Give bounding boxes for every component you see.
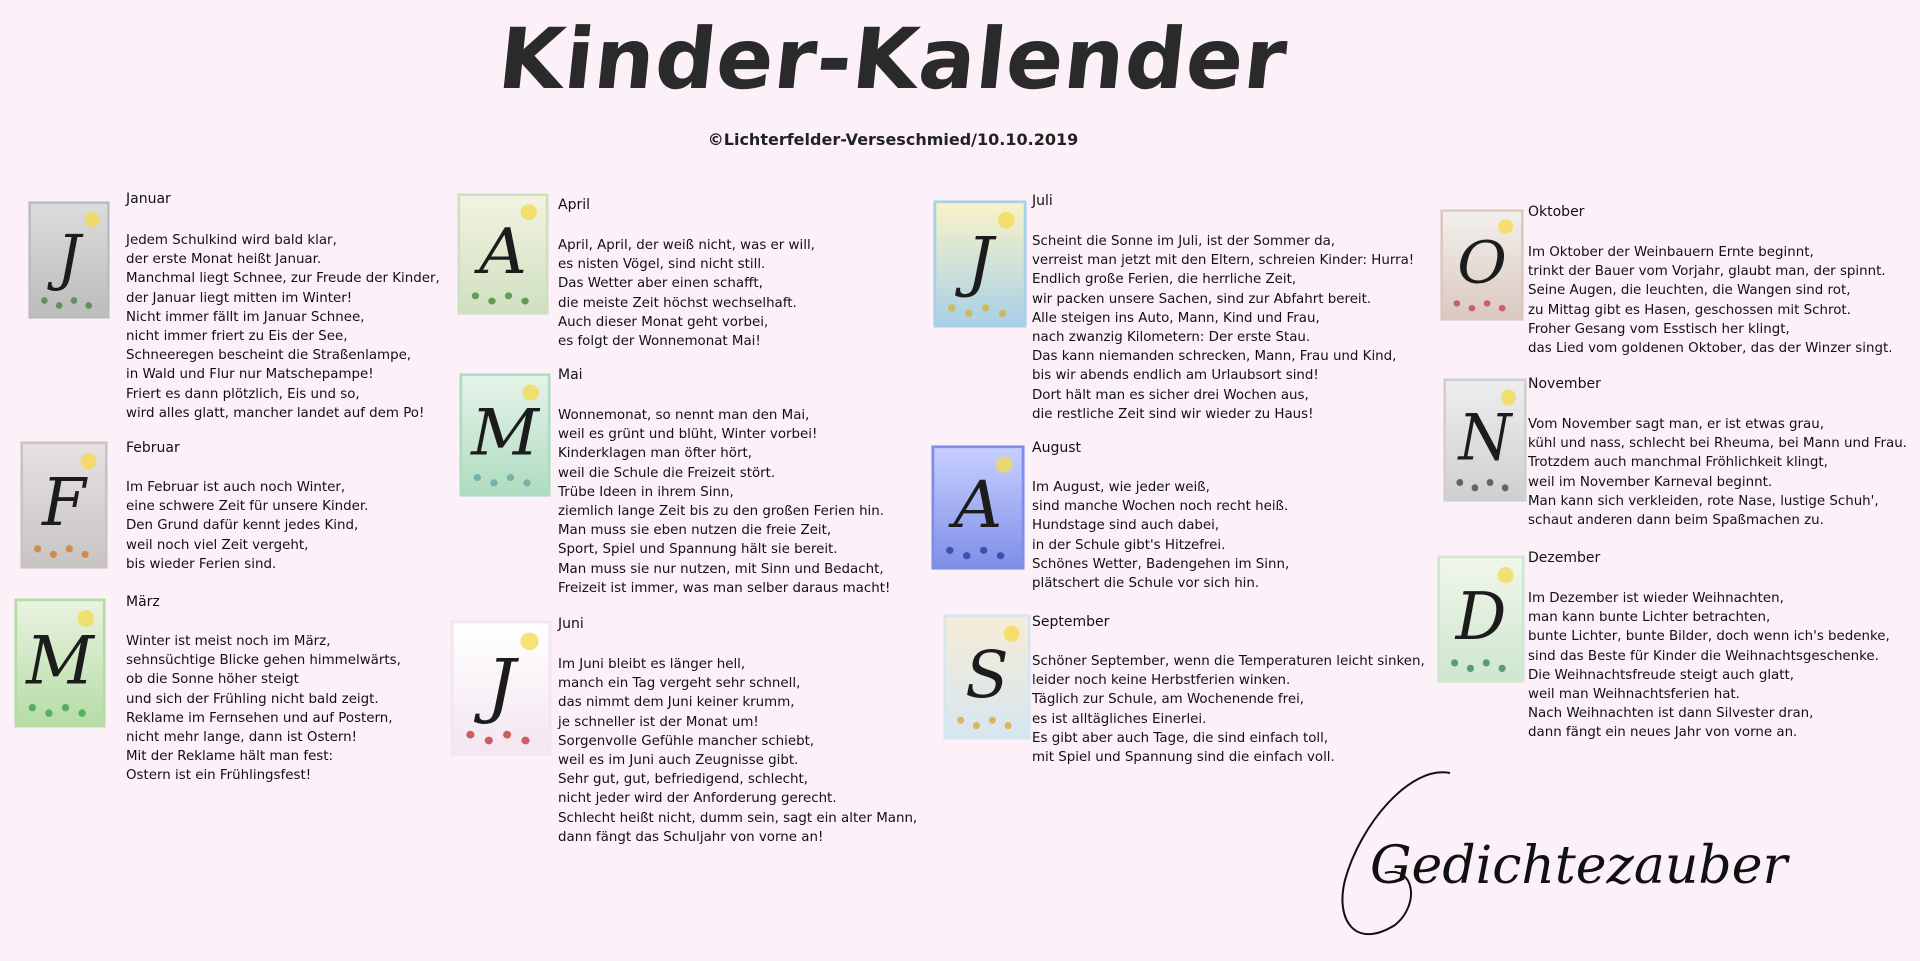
poem-line: dann fängt das Schuljahr von vorne an! — [558, 829, 824, 845]
copyright-line: ©Lichterfelder-Verseschmied/10.10.2019 — [707, 130, 1079, 149]
decoration-icon — [45, 709, 52, 716]
poem-line: weil im November Karneval beginnt. — [1528, 474, 1773, 490]
poem-line: Nicht immer fällt im Januar Schnee, — [126, 309, 365, 325]
decoration-icon — [85, 302, 92, 309]
decoration-icon — [29, 704, 36, 711]
poem-line: Auch dieser Monat geht vorbei, — [558, 314, 769, 330]
poem-line: Die Weihnachtsfreude steigt auch glatt, — [1528, 667, 1795, 683]
poem-line: kühl und nass, schlecht bei Rheuma, bei Mann und Frau. — [1528, 436, 1907, 452]
poem-line: April, April, der weiß nicht, was er will, — [558, 238, 815, 253]
decoration-icon — [521, 737, 529, 745]
decoration-icon — [999, 310, 1007, 317]
decoration-icon — [505, 292, 512, 299]
tile-initial: N — [1458, 399, 1512, 475]
decoration-icon — [973, 722, 980, 729]
tile-initial: J — [57, 222, 81, 294]
month-poem — [558, 406, 890, 598]
poem-line: weil die Schule die Freizeit stört. — [558, 465, 776, 481]
month-name: Dezember — [1528, 550, 1601, 566]
month-tile-1 — [28, 201, 110, 319]
poem-line: Reklame im Fernsehen und auf Postern, — [126, 710, 393, 726]
poem-line: sind das Beste für Kinder die Weihnachtsgeschenke. — [1528, 648, 1879, 664]
month-tile-art — [20, 441, 108, 569]
decoration-icon — [503, 731, 511, 739]
decoration-icon — [1469, 305, 1476, 311]
month-tile-art — [1437, 555, 1525, 683]
poem-line: es nisten Vögel, sind nicht still. — [558, 257, 766, 273]
poem-line: Es gibt aber auch Tage, die sind einfach toll, — [1032, 730, 1329, 746]
poem-line: trinkt der Bauer vom Vorjahr, glaubt man, der spinnt. — [1528, 264, 1886, 280]
poem-line: Das kann niemanden schrecken, Mann, Frau und Kind, — [1032, 349, 1397, 365]
poem-line: Manchmal liegt Schnee, zur Freude der Kinder, — [126, 271, 440, 287]
decoration-icon — [521, 298, 528, 305]
decoration-icon — [56, 302, 63, 309]
tile-initial: J — [486, 644, 516, 726]
month-poem — [558, 655, 917, 847]
month-tile-5 — [459, 373, 551, 497]
month-name: Juni — [558, 616, 584, 632]
month-tile-2 — [20, 441, 108, 569]
month-tile-11 — [1443, 378, 1527, 502]
poem-line: Sehr gut, gut, befriedigend, schlecht, — [558, 772, 809, 788]
tile-initial: F — [42, 464, 86, 542]
poem-line: Friert es dann plötzlich, Eis und so, — [126, 386, 360, 402]
poem-line: Alle steigen ins Auto, Mann, Kind und Frau, — [1032, 310, 1320, 326]
poem-line: weil es grünt und blüht, Winter vorbei! — [558, 427, 818, 443]
poem-line: die restliche Zeit sind wir wieder zu Haus! — [1032, 406, 1314, 422]
poem-line: bis wieder Ferien sind. — [126, 556, 277, 572]
month-poem — [126, 478, 368, 574]
poem-line: manch ein Tag vergeht sehr schnell, — [558, 676, 801, 692]
month-name: September — [1032, 614, 1110, 630]
decoration-icon — [78, 709, 85, 716]
month-poem — [1528, 415, 1907, 530]
tile-initial: O — [1457, 228, 1507, 297]
poem-line: Das Wetter aber einen schafft, — [558, 276, 763, 292]
poem-line: Nach Weihnachten ist dann Silvester dran, — [1528, 706, 1814, 722]
month-poem — [1528, 243, 1892, 358]
poem-line: Endlich große Ferien, die herrliche Zeit, — [1032, 272, 1297, 288]
tile-initial: A — [479, 215, 527, 289]
poem-line: weil es im Juni auch Zeugnisse gibt. — [558, 753, 799, 769]
month-tile-art — [943, 614, 1031, 740]
month-tile-art — [14, 598, 106, 728]
poem-line: sind manche Wochen noch recht heiß. — [1032, 499, 1289, 515]
poem-line: zu Mittag gibt es Hasen, geschossen mit Schrot. — [1528, 302, 1851, 318]
month-tile-12 — [1437, 555, 1525, 683]
month-tile-7 — [933, 200, 1027, 328]
poem-line: nicht mehr lange, dann ist Ostern! — [126, 730, 358, 746]
decoration-icon — [1502, 484, 1509, 491]
decoration-icon — [997, 552, 1005, 559]
poem-line: schaut anderen dann beim Spaßmachen zu. — [1528, 513, 1824, 529]
decoration-icon — [1456, 479, 1463, 486]
month-poem — [1528, 589, 1890, 743]
poem-line: weil noch viel Zeit vergeht, — [126, 537, 309, 553]
decoration-icon — [62, 704, 69, 711]
poem-line: plätschert die Schule vor sich hin. — [1032, 576, 1260, 592]
month-tile-6 — [450, 620, 552, 756]
poem-line: der erste Monat heißt Januar. — [126, 252, 322, 268]
month-tile-art — [457, 193, 549, 315]
poem-line: Den Grund dafür kennt jedes Kind, — [126, 518, 359, 534]
poem-line: Im Oktober der Weinbauern Ernte beginnt, — [1528, 245, 1814, 260]
month-tile-art — [459, 373, 551, 497]
signature-drawing — [1300, 755, 1788, 955]
poem-line: Scheint die Sonne im Juli, ist der Sommer da, — [1032, 234, 1336, 249]
decoration-icon — [965, 310, 973, 317]
sun-icon — [85, 212, 100, 227]
month-tile-art — [1443, 378, 1527, 502]
poem-line: Seine Augen, die leuchten, die Wangen sind rot, — [1528, 283, 1851, 299]
month-name: Oktober — [1528, 204, 1585, 220]
poem-line: es folgt der Wonnemonat Mai! — [558, 334, 761, 350]
tile-initial: D — [1455, 578, 1507, 656]
poem-line: ob die Sonne höher steigt — [126, 672, 299, 688]
poem-line: in Wald und Flur nur Matschepampe! — [126, 367, 374, 383]
decoration-icon — [1467, 665, 1474, 672]
poem-line: leider noch keine Herbstferien winken. — [1032, 673, 1291, 689]
month-tile-art — [1440, 209, 1524, 321]
decoration-icon — [523, 479, 530, 486]
poem-line: dann fängt ein neues Jahr von vorne an. — [1528, 725, 1798, 741]
tile-initial: J — [966, 222, 994, 300]
poem-line: Im August, wie jeder weiß, — [1032, 480, 1210, 495]
decoration-icon — [1487, 479, 1494, 486]
decoration-icon — [1451, 659, 1458, 666]
decoration-icon — [50, 551, 57, 558]
month-tile-art — [931, 445, 1025, 570]
decoration-icon — [957, 717, 964, 724]
tile-initial: M — [471, 396, 539, 471]
poem-line: Trotzdem auch manchmal Fröhlichkeit klingt, — [1528, 455, 1828, 471]
month-tile-4 — [457, 193, 549, 315]
decoration-icon — [66, 545, 73, 552]
month-name: Mai — [558, 367, 583, 383]
poem-line: Man muss sie eben nutzen die freie Zeit, — [558, 523, 832, 539]
poem-line: verreist man jetzt mit den Eltern, schreien Kinder: Hurra! — [1032, 253, 1415, 269]
decoration-icon — [980, 547, 988, 554]
poem-line: eine schwere Zeit für unsere Kinder. — [126, 499, 369, 515]
poem-line: Winter ist meist noch im März, — [126, 634, 331, 649]
decoration-icon — [466, 731, 474, 739]
poem-line: Jedem Schulkind wird bald klar, — [126, 233, 337, 248]
decoration-icon — [41, 297, 48, 304]
poem-line: bis wir abends endlich am Urlaubsort sind! — [1032, 368, 1319, 384]
poem-line: nach zwanzig Kilometern: Der erste Stau. — [1032, 330, 1311, 346]
sun-icon — [520, 633, 538, 650]
month-poem — [558, 236, 815, 351]
poem-line: der Januar liegt mitten im Winter! — [126, 290, 353, 306]
poem-line: und sich der Frühling nicht bald zeigt. — [126, 691, 379, 707]
poem-line: Täglich zur Schule, am Wochenende frei, — [1032, 692, 1305, 708]
decoration-icon — [1499, 305, 1506, 311]
poem-line: Trübe Ideen in ihrem Sinn, — [558, 484, 734, 500]
decoration-icon — [507, 474, 514, 481]
month-tile-art — [450, 620, 552, 756]
poem-line: Schöner September, wenn die Temperaturen leicht sinken, — [1032, 654, 1425, 669]
poem-line: Hundstage sind auch dabei, — [1032, 518, 1220, 534]
month-tile-9 — [943, 614, 1031, 740]
poem-line: das Lied vom goldenen Oktober, das der Winzer singt. — [1528, 341, 1893, 357]
month-name: Januar — [126, 191, 171, 207]
decoration-icon — [82, 551, 89, 558]
poem-line: sehnsüchtige Blicke gehen himmelwärts, — [126, 653, 401, 669]
month-poem — [1032, 232, 1414, 424]
decoration-icon — [34, 545, 41, 552]
decoration-icon — [989, 717, 996, 724]
poem-line: wir packen unsere Sachen, sind zur Abfahrt bereit. — [1032, 291, 1372, 307]
decoration-icon — [474, 474, 481, 481]
month-poem — [126, 632, 401, 786]
month-name: Februar — [126, 440, 180, 456]
decoration-icon — [485, 737, 493, 745]
poem-line: nicht jeder wird der Anforderung gerecht. — [558, 791, 837, 807]
month-poem — [126, 231, 440, 423]
poem-line: Vom November sagt man, er ist etwas grau, — [1528, 417, 1825, 432]
poem-line: Man kann sich verkleiden, rote Nase, lustige Schuh', — [1528, 493, 1879, 509]
month-name: November — [1528, 376, 1601, 392]
poem-line: wird alles glatt, mancher landet auf dem Po! — [126, 405, 425, 421]
decoration-icon — [488, 298, 495, 305]
decoration-icon — [490, 479, 497, 486]
sun-icon — [998, 212, 1015, 228]
poem-line: ziemlich lange Zeit bis zu den großen Ferien hin. — [558, 504, 885, 520]
month-tile-art — [933, 200, 1027, 328]
tile-initial: A — [953, 467, 1003, 543]
signature-mark — [1300, 755, 1788, 955]
decoration-icon — [963, 552, 971, 559]
page-title: Kinder-Kalender — [493, 10, 1293, 108]
poem-line: Freizeit ist immer, was man selber daraus macht! — [558, 580, 891, 596]
poem-line: Kinderklagen man öfter hört, — [558, 446, 753, 462]
month-name: April — [558, 197, 590, 213]
month-name: März — [126, 594, 160, 610]
month-tile-8 — [931, 445, 1025, 570]
poem-line: in der Schule gibt's Hitzefrei. — [1032, 537, 1226, 553]
poem-line: Froher Gesang vom Esstisch her klingt, — [1528, 321, 1790, 337]
poem-line: Ostern ist ein Frühlingsfest! — [126, 768, 312, 784]
signature-text: Gedichtezauber — [1370, 836, 1788, 896]
poem-line: Im Juni bleibt es länger hell, — [558, 657, 746, 672]
poem-line: nicht immer friert zu Eis der See, — [126, 329, 348, 345]
poem-line: Im Februar ist auch noch Winter, — [126, 480, 346, 495]
poem-line: je schneller ist der Monat um! — [558, 714, 759, 730]
poem-line: Im Dezember ist wieder Weihnachten, — [1528, 591, 1784, 606]
poem-line: das nimmt dem Juni keiner krumm, — [558, 695, 795, 711]
tile-initial: M — [26, 621, 94, 700]
poem-line: die meiste Zeit höchst wechselhaft. — [558, 295, 797, 311]
poem-line: man kann bunte Lichter betrachten, — [1528, 610, 1771, 626]
poem-line: mit Spiel und Spannung sind die einfach voll. — [1032, 750, 1335, 766]
poem-line: Schneeregen bescheint die Straßenlampe, — [126, 348, 412, 364]
decoration-icon — [948, 304, 956, 311]
month-poem — [1032, 478, 1289, 593]
decoration-icon — [71, 297, 78, 304]
poem-line: bunte Lichter, bunte Bilder, doch wenn ich's bedenke, — [1528, 629, 1890, 645]
poem-line: weil man Weihnachtsferien hat. — [1528, 687, 1740, 703]
poem-line: Schlecht heißt nicht, dumm sein, sagt ein alter Mann, — [558, 810, 918, 826]
decoration-icon — [946, 547, 954, 554]
decoration-icon — [1484, 300, 1491, 306]
month-tile-3 — [14, 598, 106, 728]
decoration-icon — [982, 304, 990, 311]
poem-line: Sport, Spiel und Spannung hält sie bereit. — [558, 542, 838, 558]
month-name: August — [1032, 440, 1081, 456]
decoration-icon — [1453, 300, 1460, 306]
month-poem — [1032, 652, 1425, 767]
decoration-icon — [1483, 659, 1490, 666]
month-tile-art — [28, 201, 110, 319]
decoration-icon — [472, 292, 479, 299]
poem-line: Schönes Wetter, Badengehen im Sinn, — [1032, 556, 1290, 572]
decoration-icon — [1472, 484, 1479, 491]
decoration-icon — [1005, 722, 1012, 729]
poem-line: Man muss sie nur nutzen, mit Sinn und Bedacht, — [558, 561, 884, 577]
month-tile-10 — [1440, 209, 1524, 321]
decoration-icon — [1499, 665, 1506, 672]
poem-line: es ist alltägliches Einerlei. — [1032, 711, 1207, 727]
poem-line: Sorgenvolle Gefühle mancher schiebt, — [558, 733, 815, 749]
month-name: Juli — [1032, 193, 1053, 209]
tile-initial: S — [965, 638, 1009, 713]
poem-line: Dort hält man es sicher drei Wochen aus, — [1032, 387, 1309, 403]
poem-line: Mit der Reklame hält man fest: — [126, 749, 334, 765]
poem-line: Wonnemonat, so nennt man den Mai, — [558, 408, 810, 423]
